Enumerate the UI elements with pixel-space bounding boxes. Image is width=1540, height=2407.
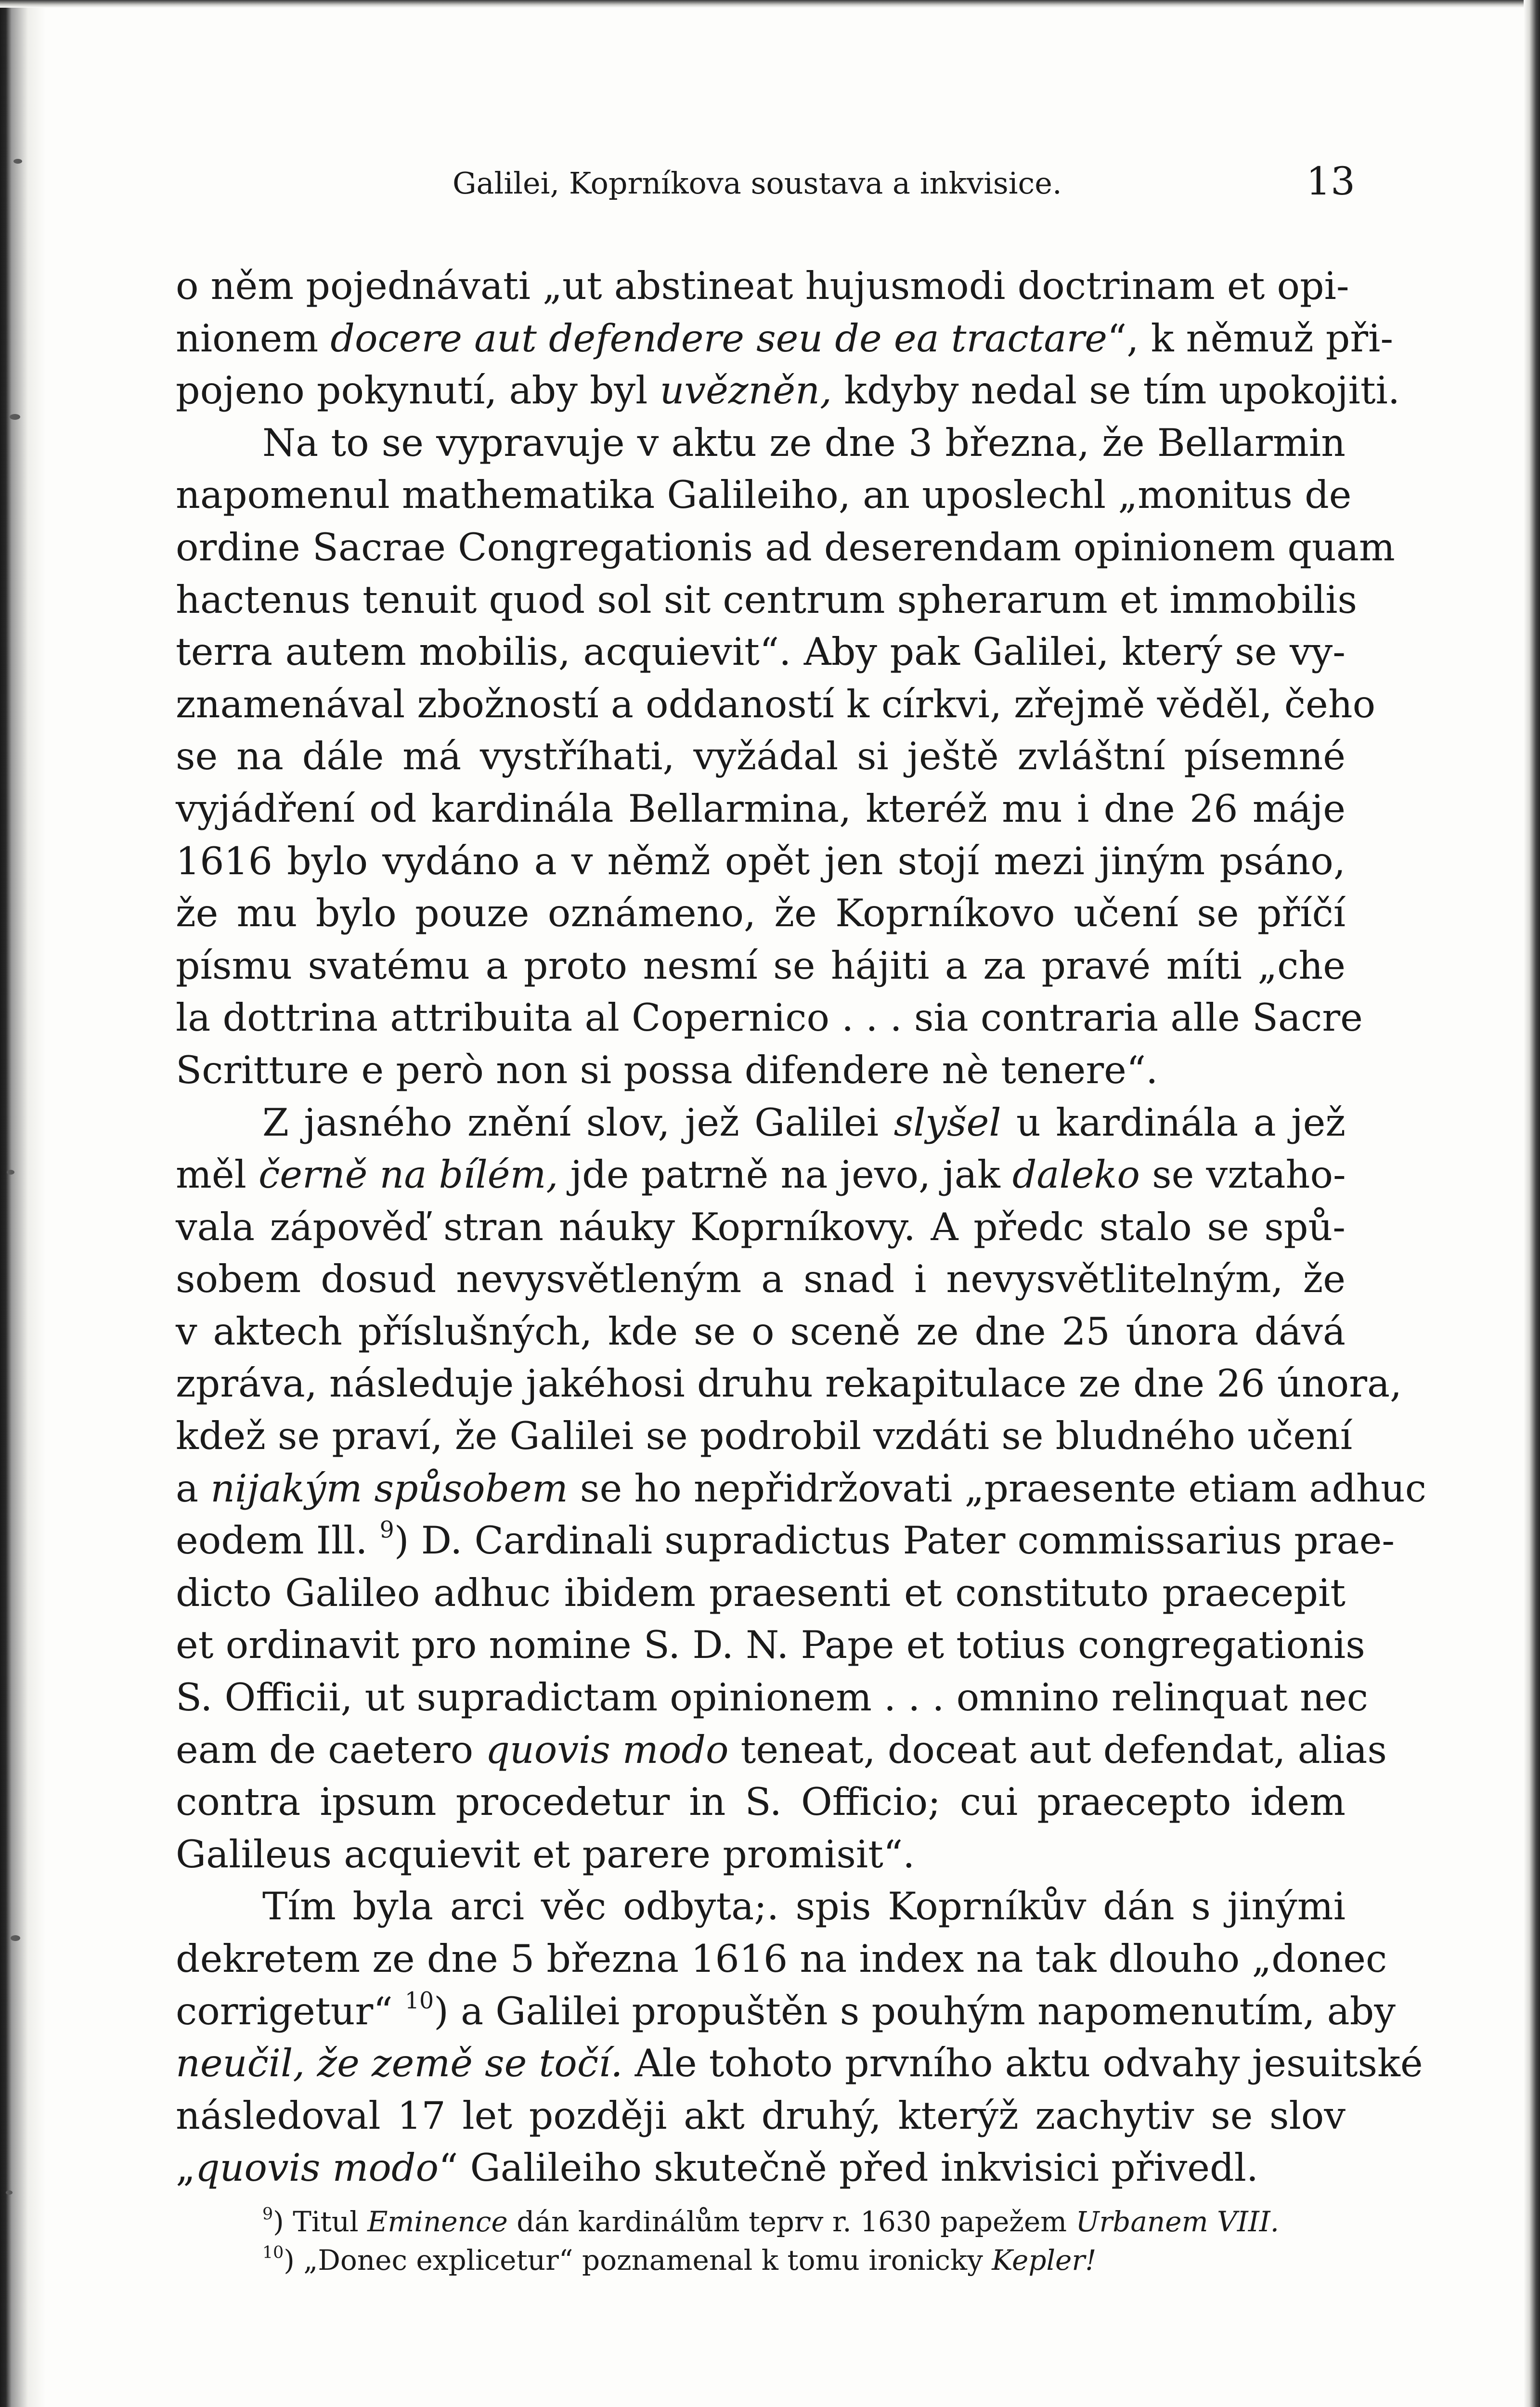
text-line (176, 887, 1346, 940)
italic-text-run: Eminence (367, 2205, 508, 2238)
text-run: vala zápověď stran náuky Koprníkovy. A předc stalo se spů- (176, 1204, 1346, 1249)
text-line (176, 992, 1363, 1044)
scan-speck (6, 2190, 13, 2195)
text-line (176, 678, 1376, 731)
text-line (176, 469, 1352, 521)
text-run: měl (176, 1152, 259, 1197)
text-run: ) a Galilei propuštěn s pouhým napomenutím, aby (434, 1989, 1396, 2033)
footnote-line (262, 2241, 1346, 2279)
text-line (176, 1410, 1353, 1462)
italic-text-run: quovis modo (485, 1727, 729, 1772)
text-line (176, 730, 1346, 783)
text-run: Na to se vypravuje v aktu ze dne 3 března, že Bellarmin (262, 420, 1346, 465)
italic-text-run: neučil, že země se točí. (176, 2041, 623, 2086)
text-run: contra ipsum procedetur in S. Officio; cui praecepto idem (176, 1780, 1346, 1825)
text-run: dicto Galileo adhuc ibidem praesenti et constituto praecepit (176, 1570, 1346, 1615)
text-line (176, 1880, 1346, 1933)
text-line (176, 1619, 1365, 1671)
text-run: že mu bylo pouze oznámeno, že Koprníkovo učení se příčí (176, 891, 1346, 936)
italic-text-run: uvězněn, (660, 368, 832, 413)
text-run: jde patrně na jevo, jak (558, 1152, 1012, 1197)
page-header (453, 159, 1355, 212)
scan-speck (13, 159, 22, 164)
text-line (176, 312, 1394, 365)
text-line (176, 1306, 1346, 1358)
text-run: eam de caetero (176, 1727, 486, 1772)
italic-text-run: černě na bílém, (259, 1152, 558, 1197)
text-line (176, 940, 1346, 992)
text-run: napomenul mathematika Galileiho, an uposlechl „monitus de (176, 473, 1352, 518)
text-run: terra autem mobilis, acquievit“. Aby pak Galilei, který se vy- (176, 630, 1346, 674)
text-run: se na dále má vystříhati, vyžádal si ještě zvláštní písemné (176, 734, 1346, 779)
italic-text-run: Kepler! (992, 2244, 1097, 2277)
page-right-edge (1524, 0, 1540, 2407)
text-run: Scritture e però non si possa difendere nè tenere“. (176, 1048, 1158, 1092)
text-line (176, 2142, 1346, 2194)
text-run: la dottrina attribuita al Copernico . . . sia contraria alle Sacre (176, 996, 1363, 1040)
footnote-line (262, 2202, 1346, 2241)
italic-text-run: Urbanem VIII. (1075, 2205, 1280, 2238)
text-line (176, 521, 1395, 574)
scan-speck (7, 1170, 14, 1175)
text-run: dán kardinálům teprv r. 1630 papežem (507, 2205, 1076, 2238)
text-run: kdež se praví, že Galilei se podrobil vzdáti se bludného učení (176, 1414, 1353, 1459)
text-run: pojeno pokynutí, aby byl (176, 368, 660, 413)
footnote-marker: 10 (262, 2243, 284, 2263)
text-run: v aktech příslušných, kde se o sceně ze dne 25 února dává (176, 1309, 1346, 1354)
scan-speck (10, 414, 20, 420)
text-run: Z jasného znění slov, jež Galilei (262, 1100, 894, 1145)
text-run: následoval 17 let později akt druhý, kterýž zachytiv se slov (176, 2093, 1346, 2138)
text-run: ordine Sacrae Congregationis ad deserendam opinionem quam (176, 525, 1395, 569)
text-line (176, 2037, 1423, 2090)
text-run: teneat, doceat aut defendat, alias (728, 1727, 1387, 1772)
text-run: hactenus tenuit quod sol sit centrum spherarum et immobilis (176, 577, 1358, 622)
text-line (176, 260, 1349, 312)
text-line (176, 364, 1400, 417)
text-run: 1616 bylo vydáno a v němž opět jen stojí mezi jiným psáno, (176, 839, 1346, 883)
text-line (176, 574, 1358, 626)
text-line (176, 1514, 1395, 1567)
text-line (176, 1828, 1346, 1881)
text-run: “ Galileiho skutečně před inkvisici přivedl. (439, 2146, 1259, 2190)
text-run: se vztaho- (1139, 1152, 1346, 1197)
footnote-marker: 9 (379, 1517, 394, 1544)
footnotes (262, 2202, 1346, 2279)
text-line (176, 1724, 1387, 1776)
page-top-edge (0, 0, 1540, 8)
italic-text-run: quovis modo (195, 2146, 439, 2190)
text-line (176, 1358, 1402, 1410)
text-run: dekretem ze dne 5 března 1616 na index na tak dlouho „donec (176, 1937, 1387, 1981)
text-run: kdyby nedal se tím upokojiti. (832, 368, 1400, 413)
text-run: corrigetur“ (176, 1989, 405, 2033)
text-run: a (176, 1466, 211, 1511)
text-run: o něm pojednávati „ut abstineat hujusmodi doctrinam et opi- (176, 264, 1349, 308)
text-run: Galileus acquievit et parere promisit“. (176, 1832, 915, 1876)
text-run: „ (176, 2146, 195, 2190)
text-run: ) „Donec explicetur“ poznamenal k tomu ironicky (284, 2244, 992, 2277)
page-gutter-shadow (0, 0, 46, 2407)
footnote-marker: 9 (262, 2204, 273, 2224)
text-line (176, 1567, 1346, 1619)
text-line (176, 626, 1346, 678)
text-line (176, 783, 1346, 835)
text-line (176, 417, 1346, 469)
footnote-marker: 10 (404, 1987, 434, 2014)
text-line (176, 1776, 1346, 1828)
text-run: sobem dosud nevysvětleným a snad i nevysvětlitelným, že (176, 1257, 1346, 1302)
text-line (176, 1462, 1426, 1515)
text-run: “, k němuž při- (1107, 316, 1394, 361)
text-line (176, 1985, 1396, 2038)
text-run: vyjádření od kardinála Bellarmina, kteréž mu i dne 26 máje (176, 786, 1346, 831)
text-line (176, 1097, 1346, 1149)
text-run: písmu svatému a proto nesmí se hájiti a za pravé míti „che (176, 943, 1346, 988)
text-run: Ale tohoto prvního aktu odvahy jesuitské (622, 2041, 1423, 2086)
italic-text-run: nijakým spůsobem (210, 1466, 568, 1511)
text-run: et ordinavit pro nomine S. D. N. Pape et totius congregationis (176, 1623, 1365, 1668)
italic-text-run: daleko (1012, 1152, 1140, 1197)
text-run: S. Officii, ut supradictam opinionem . . . omnino relinquat nec (176, 1675, 1369, 1720)
text-line (176, 835, 1346, 888)
page-number: 13 (1306, 159, 1355, 204)
text-run: se ho nepřidržovati „praesente etiam adhuc (568, 1466, 1426, 1511)
text-run: znamenával zbožností a oddaností k církvi, zřejmě věděl, čeho (176, 682, 1376, 726)
text-line (176, 1149, 1346, 1201)
text-line (176, 1933, 1387, 1985)
text-line (176, 1044, 1346, 1097)
text-run: eodem Ill. (176, 1518, 380, 1563)
italic-text-run: slyšel (893, 1100, 1001, 1145)
text-line (176, 1253, 1346, 1306)
text-line (176, 2090, 1346, 2142)
text-run: Tím byla arci věc odbyta;. spis Koprníkův dán s jinými (262, 1884, 1346, 1929)
text-line (176, 1671, 1369, 1724)
text-run: u kardinála a jež (1001, 1100, 1346, 1145)
running-title: Galilei, Koprníkova soustava a inkvisice. (453, 166, 1062, 201)
text-line (176, 1201, 1346, 1254)
italic-text-run: docere aut defendere seu de ea tractare (330, 316, 1108, 361)
text-run: ) Titul (273, 2205, 368, 2238)
text-run: ) D. Cardinali supradictus Pater commissarius prae- (394, 1518, 1395, 1563)
text-run: nionem (176, 316, 331, 361)
scan-speck (11, 1935, 20, 1941)
text-run: zpráva, následuje jakéhosi druhu rekapitulace ze dne 26 února, (176, 1361, 1402, 1406)
main-text (176, 260, 1426, 2194)
